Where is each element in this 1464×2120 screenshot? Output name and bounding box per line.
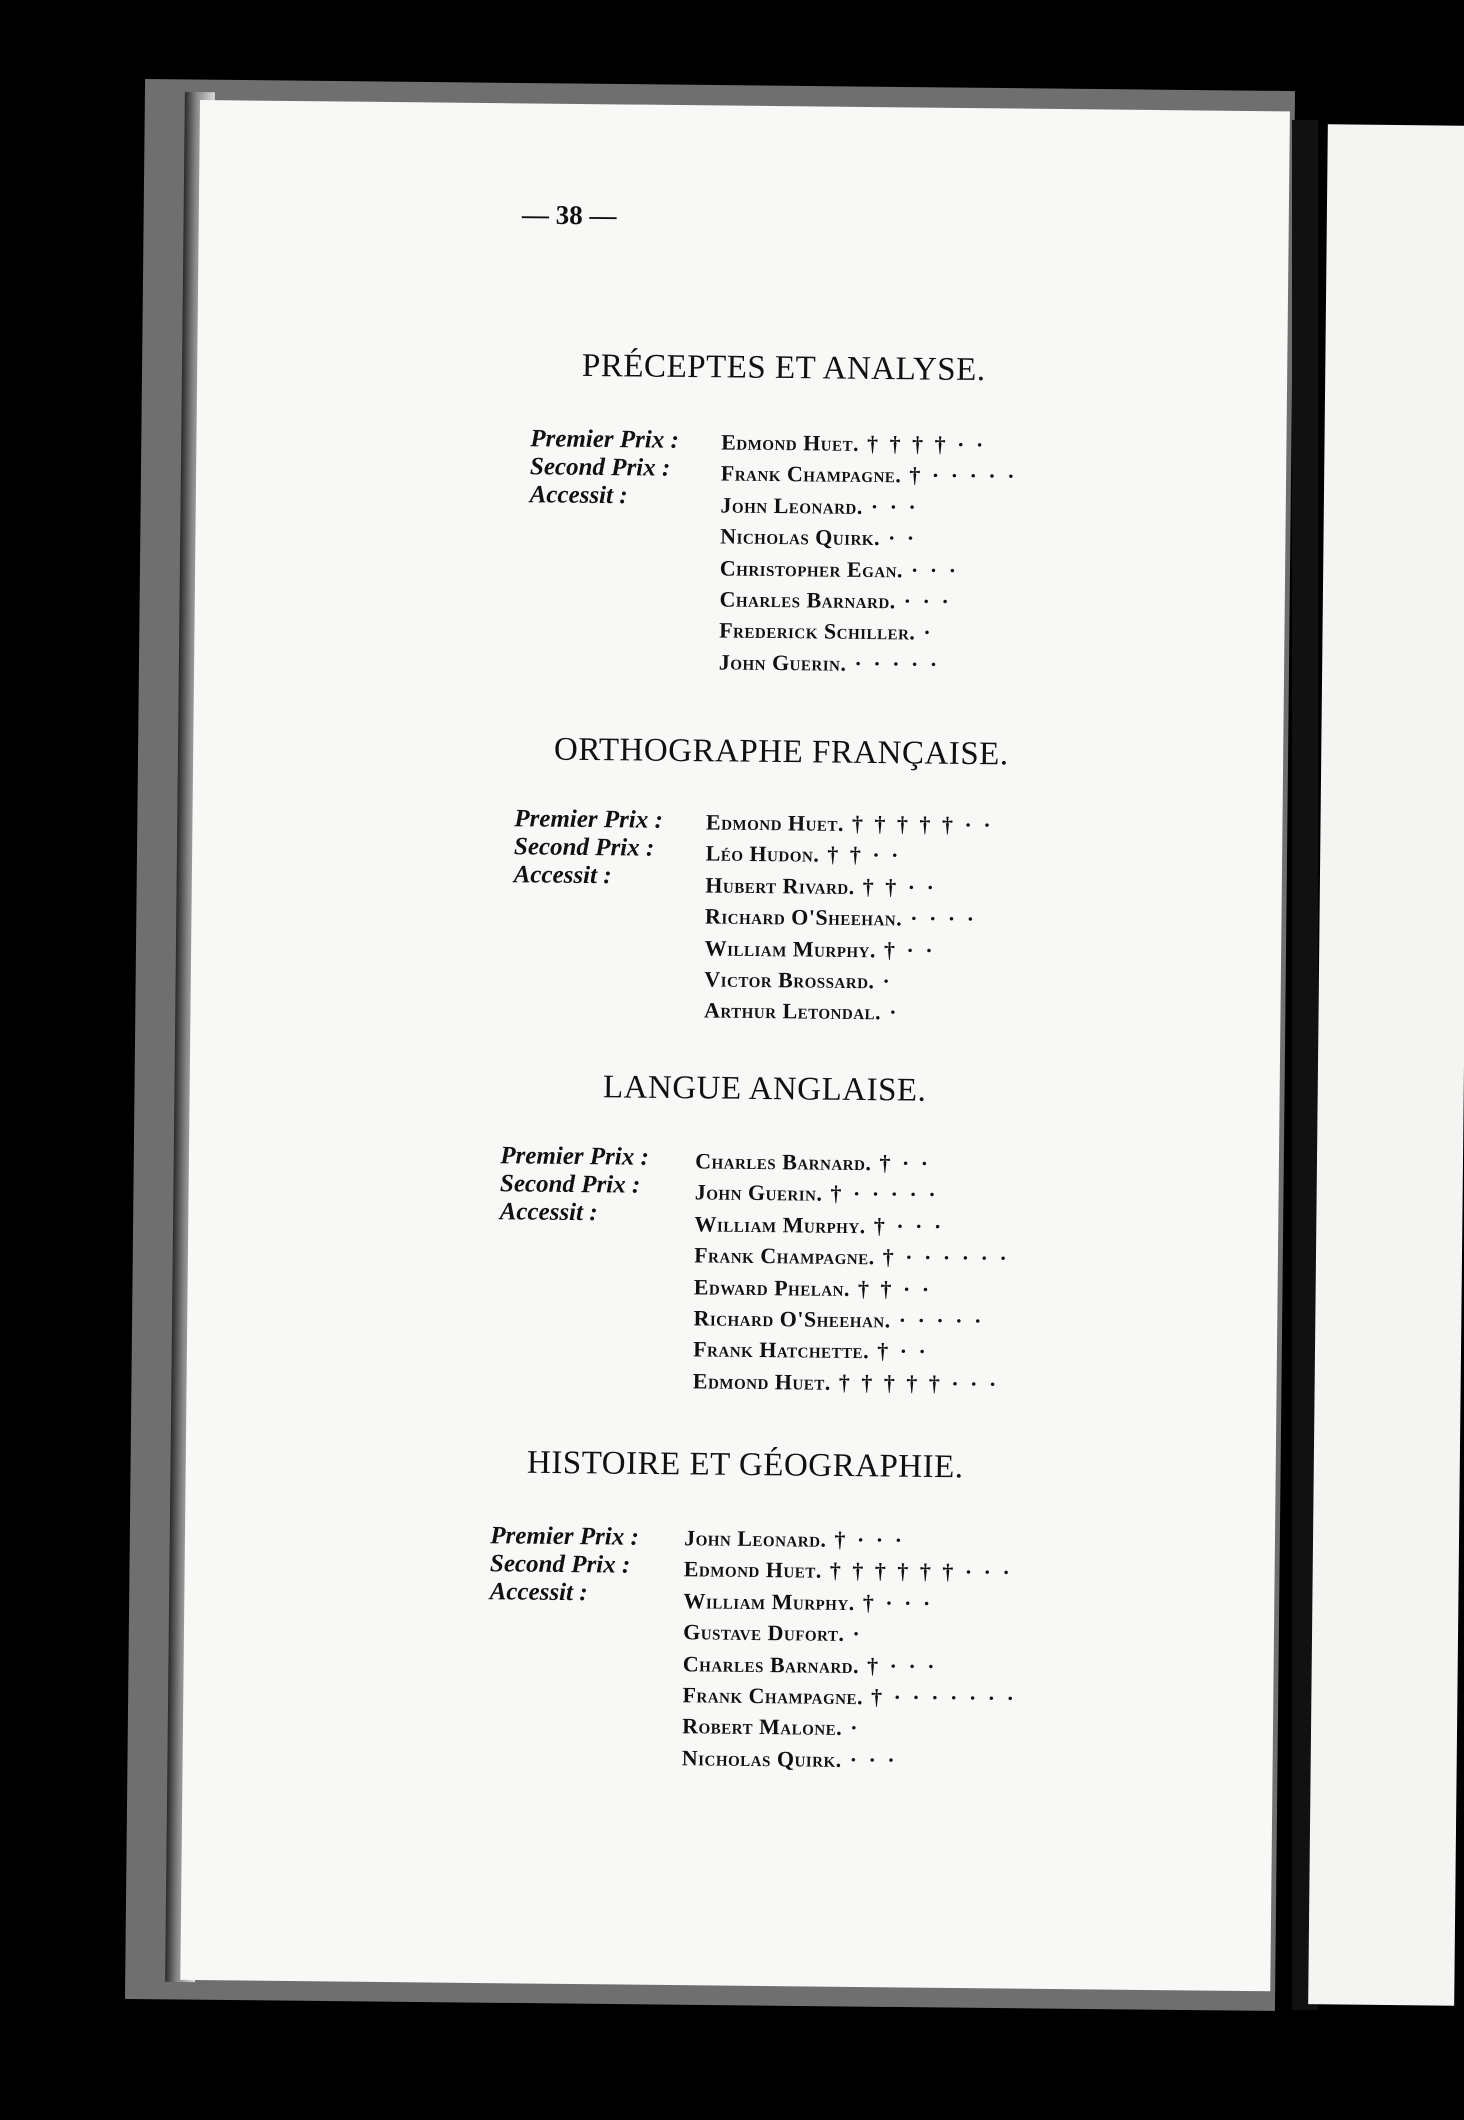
accessit-label: Accessit : <box>529 481 628 510</box>
list-item <box>684 1522 1019 1557</box>
list-item <box>683 1648 1018 1683</box>
merit-marks: · · · <box>903 588 952 614</box>
list-item <box>719 615 1016 649</box>
student-name: Edmond Huet. <box>683 1556 822 1584</box>
section-title-histoire-geographie: HISTOIRE ET GÉOGRAPHIE. <box>526 1444 964 1486</box>
student-name: Nicholas Quirk. <box>720 523 881 551</box>
list-item <box>695 1145 1011 1180</box>
list-item <box>721 426 1018 460</box>
list-item <box>693 1302 1009 1337</box>
student-name: Frank Champagne. <box>682 1682 864 1710</box>
list-item <box>684 1554 1019 1589</box>
premier-prix-label: Premier Prix : <box>514 805 664 834</box>
merit-marks: † · · · <box>866 1652 938 1679</box>
merit-marks: † · · · <box>862 1589 934 1616</box>
list-item <box>720 552 1017 586</box>
list-item <box>719 646 1016 680</box>
list-item <box>720 521 1017 555</box>
student-name: William Murphy. <box>694 1211 866 1238</box>
merit-marks: † · · <box>877 1338 929 1365</box>
list-item <box>682 1742 1017 1777</box>
student-name: Victor Brossard. <box>704 966 875 994</box>
merit-marks: † † † † · · <box>866 430 987 458</box>
student-name: Charles Barnard. <box>695 1148 872 1176</box>
merit-marks: · <box>852 1621 863 1647</box>
merit-marks: † · · <box>879 1150 932 1176</box>
merit-marks: † · · <box>883 936 936 963</box>
second-prix-label: Second Prix : <box>499 1170 641 1199</box>
winners-list <box>719 426 1018 680</box>
student-name: John Guerin. <box>718 649 847 676</box>
merit-marks: † † † † † · · · <box>838 1369 1000 1397</box>
student-name: Frank Champagne. <box>694 1242 875 1270</box>
merit-marks: · · · <box>849 1746 898 1773</box>
second-prix-label: Second Prix : <box>529 453 671 482</box>
premier-prix-label: Premier Prix : <box>500 1142 650 1171</box>
merit-marks: · · <box>887 525 918 551</box>
student-name: Nicholas Quirk. <box>681 1744 842 1772</box>
merit-marks: · · · <box>870 493 919 520</box>
student-name: Léo Hudon. <box>705 840 820 868</box>
student-name: Edward Phelan. <box>693 1273 851 1301</box>
merit-marks: † † · · <box>827 842 902 868</box>
merit-marks: † · · · <box>834 1526 906 1553</box>
list-item <box>704 995 992 1029</box>
section-title-preceptes: PRÉCEPTES ET ANALYSE. <box>581 347 986 389</box>
student-name: Arthur Letondal. <box>703 997 882 1025</box>
merit-marks: · <box>889 999 900 1025</box>
list-item <box>720 489 1017 523</box>
list-item <box>705 869 993 903</box>
merit-marks: · · · · · <box>854 650 941 677</box>
list-item <box>694 1271 1010 1306</box>
premier-prix-label: Premier Prix : <box>490 1522 640 1551</box>
student-name: Edmond Huet. <box>705 809 845 836</box>
accessit-label: Accessit : <box>499 1198 598 1227</box>
student-name: Charles Barnard. <box>682 1650 860 1678</box>
list-item <box>682 1679 1017 1714</box>
student-name: William Murphy. <box>683 1588 855 1615</box>
winners-list <box>682 1522 1019 1777</box>
merit-marks: † † † † † † · · · <box>829 1558 1013 1586</box>
prize-labels <box>500 1142 649 1228</box>
merit-marks: † · · · <box>873 1213 945 1239</box>
student-name: Richard O'Sheehan. <box>693 1305 891 1333</box>
merit-marks: † † · · <box>857 1275 933 1302</box>
merit-marks: † † · · <box>862 873 938 900</box>
student-name: Frank Hatchette. <box>693 1336 870 1364</box>
accessit-label: Accessit : <box>489 1578 588 1607</box>
merit-marks: · · · · <box>910 905 978 932</box>
student-name: Richard O'Sheehan. <box>704 903 903 931</box>
merit-marks: † · · · · · <box>909 462 1018 489</box>
page-number: — 38 — <box>521 199 617 231</box>
student-name: Frank Champagne. <box>720 460 902 488</box>
second-prix-label: Second Prix : <box>489 1550 631 1579</box>
list-item <box>683 1616 1018 1651</box>
accessit-label: Accessit : <box>513 861 612 890</box>
list-item <box>705 901 993 935</box>
list-item <box>721 458 1018 492</box>
merit-marks: · · · · · <box>898 1307 985 1334</box>
prize-labels <box>514 805 663 891</box>
student-name: Christopher Egan. <box>719 555 904 582</box>
merit-marks: † † † † † · · <box>851 811 994 838</box>
student-name: Charles Barnard. <box>719 586 896 614</box>
merit-marks: † · · · · · · <box>882 1244 1010 1271</box>
list-item <box>695 1177 1011 1212</box>
section-title-langue-anglaise: LANGUE ANGLAISE. <box>602 1069 927 1109</box>
second-prix-label: Second Prix : <box>513 833 655 862</box>
list-item <box>704 963 992 997</box>
merit-marks: · · · <box>910 557 960 583</box>
merit-marks: · <box>850 1715 861 1741</box>
list-item <box>706 838 994 872</box>
merit-marks: † · · · · · <box>830 1181 939 1208</box>
student-name: Edmond Huet. <box>721 429 860 456</box>
merit-marks: · <box>882 968 893 994</box>
premier-prix-label: Premier Prix : <box>530 425 680 454</box>
student-name: Robert Malone. <box>682 1713 843 1741</box>
list-item <box>694 1208 1010 1243</box>
list-item <box>683 1585 1018 1620</box>
student-name: Gustave Dufort. <box>683 1619 845 1647</box>
list-item <box>719 583 1016 617</box>
list-item <box>693 1365 1009 1400</box>
student-name: John Leonard. <box>720 492 863 519</box>
winners-list <box>693 1145 1011 1399</box>
prize-labels <box>490 1522 639 1608</box>
merit-marks: · <box>923 619 934 646</box>
list-item <box>693 1334 1009 1369</box>
student-name: John Guerin. <box>694 1179 823 1207</box>
student-name: Edmond Huet. <box>692 1368 831 1395</box>
student-name: Hubert Rivard. <box>705 872 855 899</box>
winners-list <box>704 806 994 1029</box>
list-item <box>706 806 994 840</box>
student-name: Frederick Schiller. <box>719 617 916 645</box>
student-name: William Murphy. <box>704 935 877 962</box>
list-item <box>682 1711 1017 1746</box>
merit-marks: † · · · · · · · <box>870 1684 1018 1711</box>
list-item <box>705 932 993 966</box>
prize-labels <box>530 425 679 511</box>
list-item <box>694 1240 1010 1275</box>
section-title-orthographe: ORTHOGRAPHE FRANÇAISE. <box>553 731 1009 773</box>
student-name: John Leonard. <box>684 1525 827 1552</box>
